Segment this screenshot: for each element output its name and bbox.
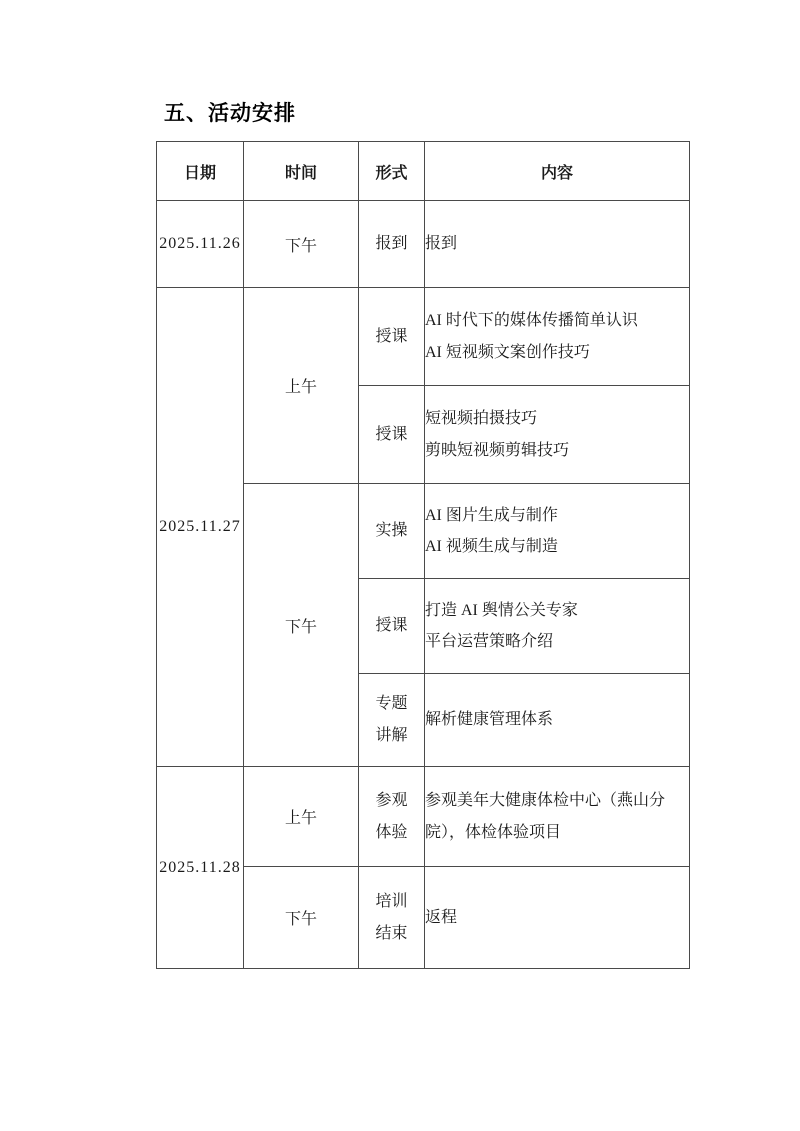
content-line: 报到 [425, 235, 458, 253]
content-line: 返程 [425, 908, 458, 926]
form-cell [359, 767, 425, 867]
form-line: 授课 [375, 327, 408, 345]
table-header-row [157, 142, 690, 201]
content-cell [425, 484, 690, 579]
form-line: 参观 [375, 791, 408, 809]
content-line: 剪映短视频剪辑技巧 [425, 441, 570, 459]
content-line: 参观美年大健康体检中心（燕山分院），体检体验项目 [425, 792, 666, 841]
schedule-table [156, 141, 690, 969]
content-cell [425, 288, 690, 386]
form-cell [359, 579, 425, 674]
content-line: AI 短视频文案创作技巧 [425, 343, 590, 361]
content-line: AI 时代下的媒体传播简单认识 [425, 312, 638, 330]
form-line: 专题 [375, 695, 408, 712]
content-cell [425, 867, 690, 969]
form-cell [359, 386, 425, 484]
form-line: 体验 [375, 823, 408, 841]
content-cell [425, 386, 690, 484]
time-cell: 下午 [244, 867, 359, 969]
header-form: 形式 [359, 142, 425, 201]
time-cell: 上午 [244, 288, 359, 484]
form-line: 报到 [375, 235, 408, 252]
form-cell [359, 674, 425, 767]
table-row [157, 288, 690, 386]
form-cell [359, 484, 425, 579]
content-cell [425, 674, 690, 767]
content-cell [425, 767, 690, 867]
page-title: 五、活动安排 [164, 101, 296, 125]
content-cell [425, 201, 690, 288]
header-content: 内容 [425, 142, 690, 201]
content-line: 解析健康管理体系 [425, 711, 554, 729]
header-date: 日期 [157, 142, 244, 201]
form-cell [359, 288, 425, 386]
content-line: AI 图片生成与制作 [425, 506, 558, 524]
header-time: 时间 [244, 142, 359, 201]
time-cell: 下午 [244, 201, 359, 288]
form-line: 授课 [375, 617, 408, 634]
form-cell [359, 201, 425, 288]
table-row [157, 201, 690, 288]
time-cell: 上午 [244, 767, 359, 867]
content-line: AI 视频生成与制造 [425, 538, 558, 555]
time-cell: 下午 [244, 484, 359, 767]
form-line: 培训 [375, 892, 408, 910]
form-line: 实操 [375, 522, 408, 539]
table-row [157, 767, 690, 867]
form-line: 讲解 [375, 727, 408, 744]
form-cell [359, 867, 425, 969]
content-cell [425, 579, 690, 674]
form-line: 授课 [375, 425, 408, 443]
form-line: 结束 [375, 924, 408, 942]
date-cell: 2025.11.28 [157, 767, 244, 969]
content-line: 平台运营策略介绍 [425, 633, 554, 650]
content-line: 短视频拍摄技巧 [425, 410, 538, 428]
date-cell: 2025.11.26 [157, 201, 244, 288]
content-line: 打造 AI 舆情公关专家 [425, 601, 578, 619]
date-cell: 2025.11.27 [157, 288, 244, 767]
